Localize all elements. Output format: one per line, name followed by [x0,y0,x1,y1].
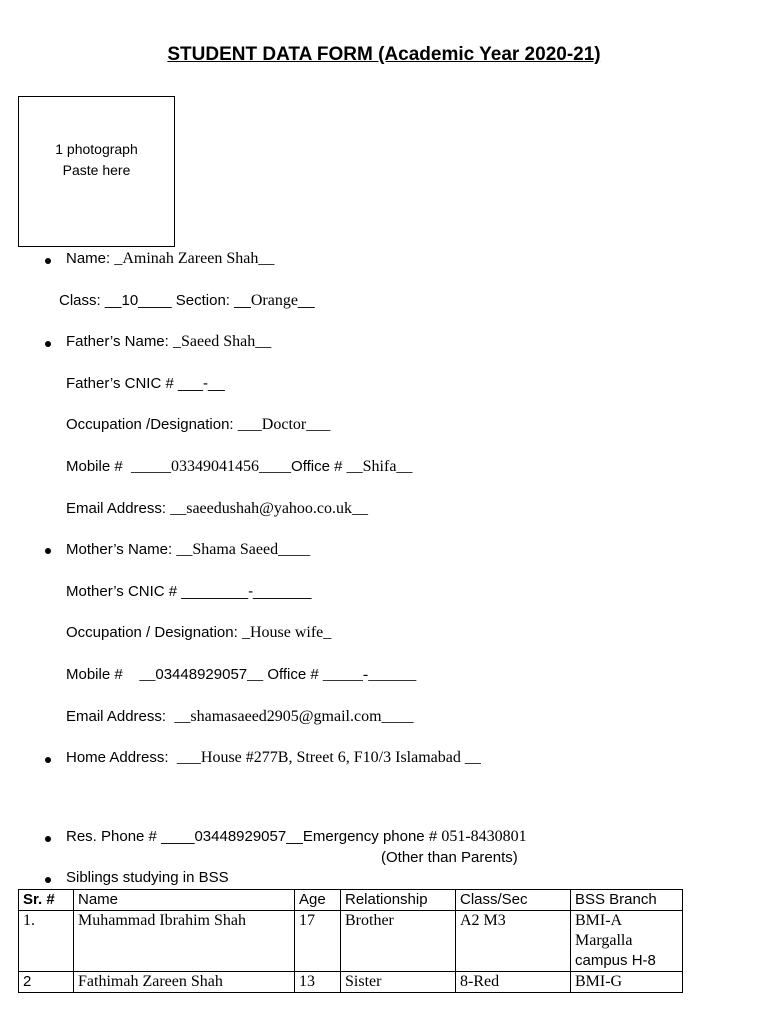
photo-label: 1 photograph [55,141,138,157]
cell-age: 17 [295,911,341,972]
emergency-phone-label: Emergency phone # [302,828,438,845]
cell-relationship: Sister [341,972,456,993]
emergency-note: (Other than Parents) [381,849,518,866]
father-email-value: __saeedushah@yahoo.co.uk__ [170,500,369,517]
father-cnic-line [66,375,225,392]
mother-cnic-value: ________-_______ [181,583,312,600]
student-name-line [66,250,274,268]
mother-name-value: __Shama Saeed____ [176,541,311,558]
home-address-value: ___House #277B, Street 6, F10/3 Islamabad __ [176,749,481,766]
father-office-label: Office # [291,458,343,475]
section-value: Orange [250,292,298,309]
cell-relationship: Brother [341,911,456,972]
header-name: Name [74,890,295,911]
mother-occupation-label: Occupation / Designation: [66,624,238,641]
mother-name-label: Mother’s Name: [66,541,173,558]
mother-name-line [66,541,310,559]
photograph-box [18,96,175,247]
header-age: Age [295,890,341,911]
mother-mobile-suffix: __ [247,666,264,683]
branch-line: campus H-8 [575,952,656,969]
student-name-value: _Aminah Zareen Shah__ [114,250,275,267]
cell-name: Muhammad Ibrahim Shah [74,911,295,972]
cell-branch [571,911,683,972]
bullet-icon [45,341,51,347]
header-relationship: Relationship [341,890,456,911]
mother-email-label: Email Address: [66,708,167,725]
father-email-label: Email Address: [66,500,167,517]
header-branch: BSS Branch [571,890,683,911]
res-phone-label: Res. Phone # [66,828,157,845]
emergency-phone-value: 051-8430801 [441,828,527,845]
header-sr: Sr. # [19,890,74,911]
father-email-line [66,500,368,518]
mother-email-line [66,708,414,726]
student-name-label: Name: [66,250,111,267]
father-cnic-value: ___-__ [177,375,225,392]
bullet-icon [45,877,51,883]
cell-sr: 1. [19,911,74,972]
mother-office-value: _____-______ [322,666,417,683]
father-mobile-label: Mobile # [66,458,123,475]
bullet-icon [45,757,51,763]
home-address-label: Home Address: [66,749,169,766]
mother-cnic-label: Mother’s CNIC # [66,583,178,600]
father-name-value: _Saeed Shah__ [173,333,272,350]
father-mobile-line [66,458,412,476]
mother-mobile-prefix: __ [139,666,156,683]
class-fill: ____ [138,292,172,309]
bullet-icon [45,836,51,842]
father-occupation-label: Occupation /Designation: [66,416,234,433]
cell-age: 13 [295,972,341,993]
mother-mobile-line [66,666,416,684]
mother-mobile-label: Mobile # [66,666,123,683]
bullet-icon [45,258,51,264]
table-header-row [19,890,683,911]
home-address-line [66,749,481,767]
father-occupation-value: ___Doctor___ [237,416,331,433]
section-label: Section: __ [175,292,251,309]
class-label: Class: __ [59,292,122,309]
table-row [19,972,683,993]
class-section-line [59,292,315,310]
branch-line: Margalla [575,932,633,949]
father-name-label: Father’s Name: [66,333,169,350]
mother-email-value: __shamasaeed2905@gmail.com____ [174,708,414,725]
father-mobile-value: _____03349041456____ [131,458,292,475]
branch-line: BMI-A [575,912,623,929]
photo-instruction: Paste here [62,162,131,178]
phones-line [66,828,527,846]
mother-mobile-number: 03448929057 [155,666,248,683]
cell-branch: BMI-G [571,972,683,993]
table-row [19,911,683,972]
section-fill: __ [297,292,315,309]
siblings-heading: Siblings studying in BSS [66,869,229,886]
mother-office-label: Office # [267,666,319,683]
cell-sr: 2 [19,972,74,993]
form-title: STUDENT DATA FORM (Academic Year 2020-21) [167,44,601,65]
mother-occupation-value: _House wife_ [241,624,332,641]
res-phone-value: ____03448929057__ [161,828,303,845]
mother-cnic-line [66,583,311,600]
siblings-table [18,889,683,993]
bullet-icon [45,548,51,554]
father-occupation-line [66,416,330,434]
class-value: 10 [121,292,139,309]
father-name-line [66,333,271,351]
mother-occupation-line [66,624,331,642]
cell-name: Fathimah Zareen Shah [74,972,295,993]
father-office-value: __Shifa__ [346,458,413,475]
header-class-sec: Class/Sec [456,890,571,911]
cell-class-sec: A2 M3 [456,911,571,972]
father-cnic-label: Father’s CNIC # [66,375,174,392]
cell-class-sec: 8-Red [456,972,571,993]
